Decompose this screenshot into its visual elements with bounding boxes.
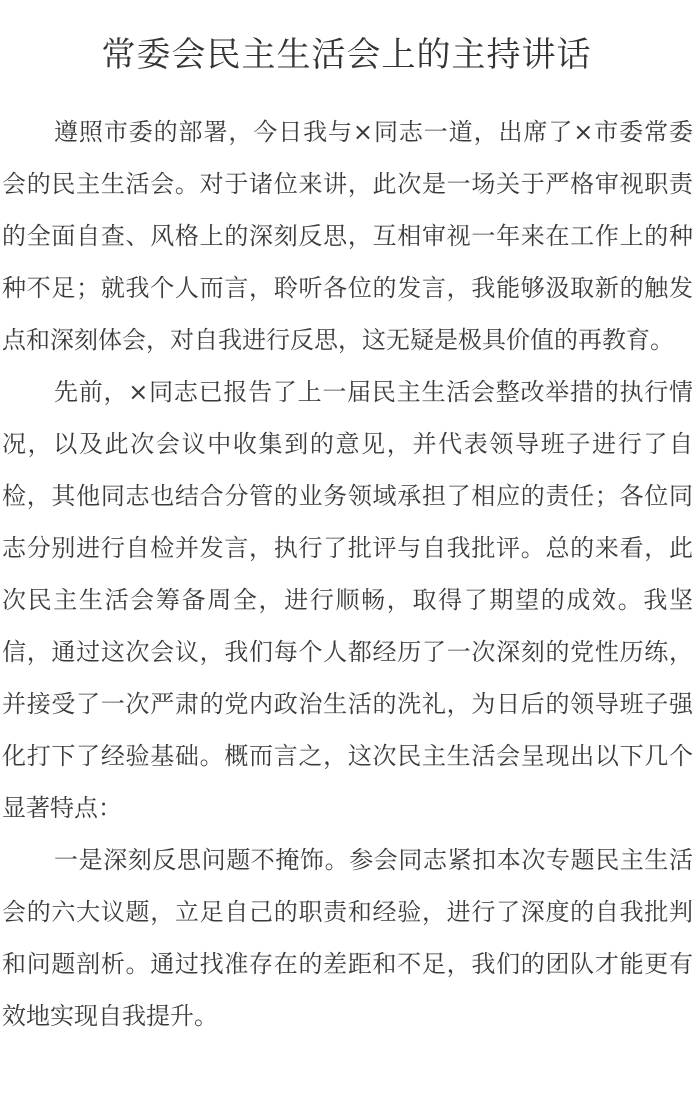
paragraph-1: 遵照市委的部署，今日我与×同志一道，出席了×市委常委会的民主生活会。对于诸位来讲，此次是一场关于严格审视职责的全面自查、风格上的深刻反思，互相审视一年来在工作上的种种不足；就我个人而言，聆听各位的发言，我能够汲取新的触发点和深刻体会，对自我进行反思，这无疑是极具价值的再教育。 [2, 118, 693, 354]
document-body [2, 106, 693, 1042]
paragraph-2: 先前，×同志已报告了上一届民主生活会整改举措的执行情况，以及此次会议中收集到的意见，并代表领导班子进行了自检，其他同志也结合分管的业务领域承担了相应的责任；各位同志分别进行自检并发言，执行了批评与自我批评。总的来看，此次民主生活会筹备周全，进行顺畅，取得了期望的成效。我坚信，通过这次会议，我们每个人都经历了一次深刻的党性历练，并接受了一次严肃的党内政治生活的洗礼，为日后的领导班子强化打下了经验基础。概而言之，这次民主生活会呈现出以下几个显著特点： [2, 378, 693, 822]
document-title: 常委会民主生活会上的主持讲话 [101, 35, 592, 75]
paragraph-3: 一是深刻反思问题不掩饰。参会同志紧扣本次专题民主生活会的六大议题，立足自己的职责和经验，进行了深度的自我批判和问题剖析。通过找准存在的差距和不足，我们的团队才能更有效地实现自我提升。 [2, 846, 693, 1030]
